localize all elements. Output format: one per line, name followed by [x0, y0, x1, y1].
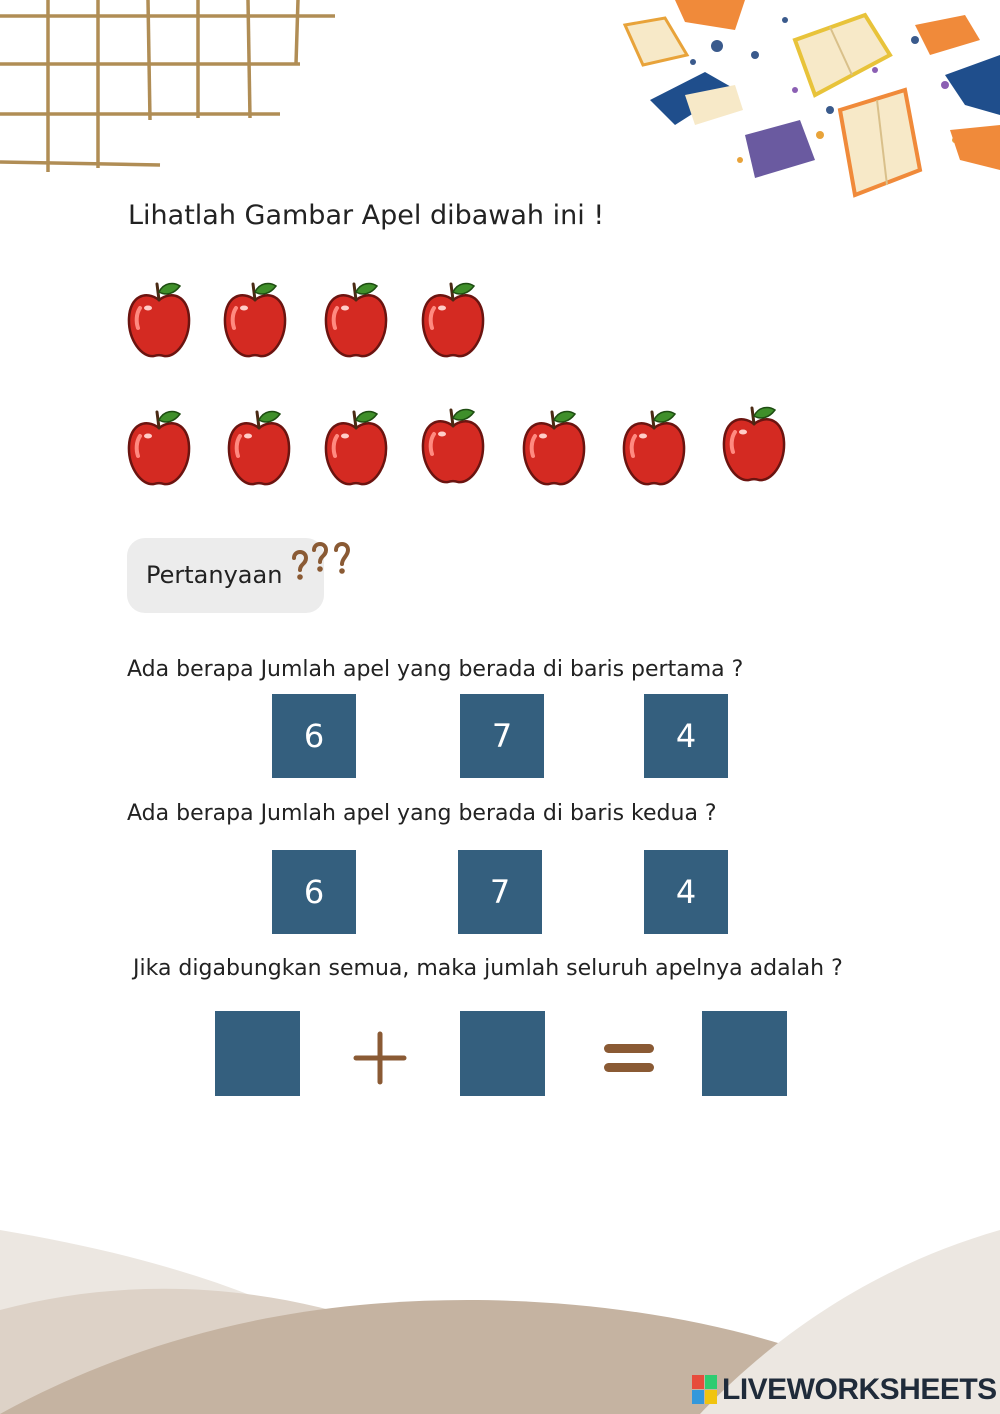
question-1-text: Ada berapa Jumlah apel yang berada di baris pertama ? — [127, 657, 744, 682]
equals-icon — [602, 1040, 656, 1076]
question-2-text: Ada berapa Jumlah apel yang berada di baris kedua ? — [127, 801, 717, 826]
question-marks-icon — [290, 540, 360, 585]
apple-icon — [323, 406, 389, 486]
apple-icon — [222, 278, 288, 358]
q1-option-c[interactable]: 4 — [644, 694, 728, 778]
page-title: Lihatlah Gambar Apel dibawah ini ! — [128, 200, 605, 231]
apple-icon — [226, 406, 292, 486]
logo-text: LIVEWORKSHEETS — [722, 1373, 997, 1406]
q1-option-a[interactable]: 6 — [272, 694, 356, 778]
q2-option-c[interactable]: 4 — [644, 850, 728, 934]
answer-box-first-addend[interactable] — [215, 1011, 300, 1096]
section-label: Pertanyaan — [146, 561, 283, 589]
q2-option-b[interactable]: 7 — [458, 850, 542, 934]
apple-icon — [521, 406, 587, 486]
apple-icon — [126, 278, 192, 358]
apple-icon — [621, 406, 687, 486]
q1-option-b[interactable]: 7 — [460, 694, 544, 778]
question-3-text: Jika digabungkan semua, maka jumlah seluruh apelnya adalah ? — [133, 956, 843, 981]
q2-option-a[interactable]: 6 — [272, 850, 356, 934]
apple-icon — [420, 278, 486, 358]
liveworksheets-badge-icon — [692, 1375, 718, 1405]
answer-box-second-addend[interactable] — [460, 1011, 545, 1096]
apple-icon — [126, 406, 192, 486]
answer-box-total[interactable] — [702, 1011, 787, 1096]
books-illustration — [615, 0, 1000, 205]
apple-icon — [721, 402, 787, 482]
apple-icon — [323, 278, 389, 358]
apple-icon — [420, 404, 486, 484]
grid-decoration — [0, 0, 340, 175]
liveworksheets-logo — [692, 1372, 997, 1408]
plus-icon — [352, 1030, 408, 1086]
